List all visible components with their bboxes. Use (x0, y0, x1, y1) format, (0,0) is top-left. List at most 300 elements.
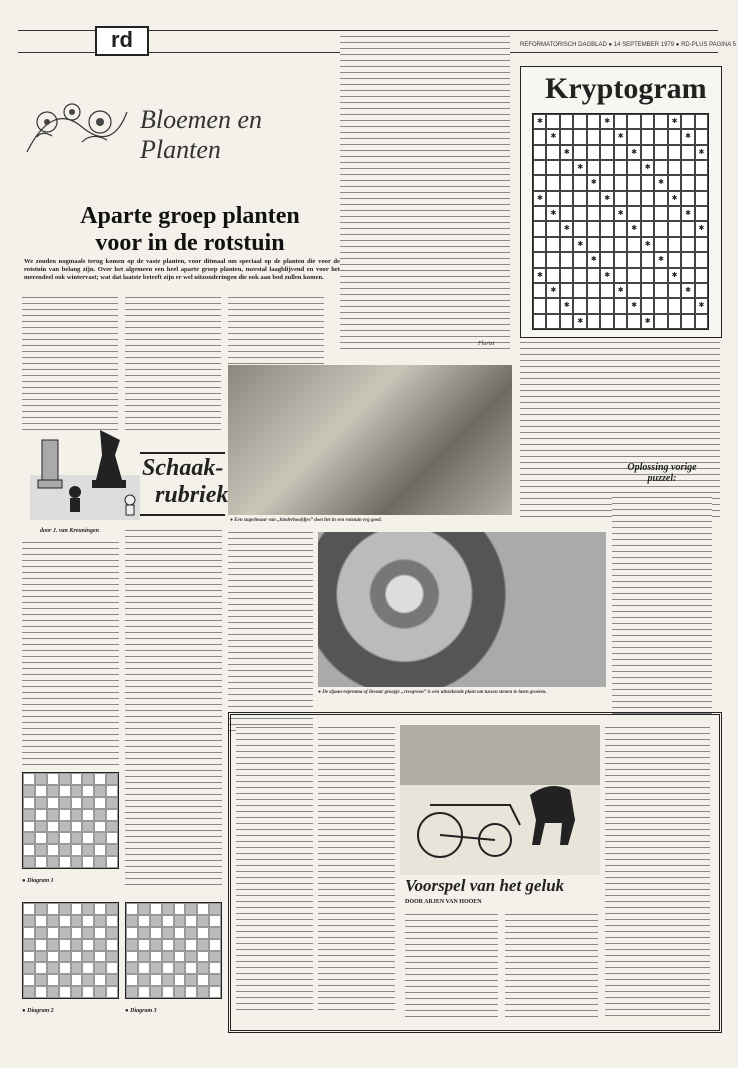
chess-square (35, 927, 47, 939)
chess-square (59, 856, 71, 868)
kryptogram-cell (573, 221, 586, 236)
kryptogram-cell (627, 129, 640, 144)
kryptogram-cell (641, 221, 654, 236)
chess-square (35, 903, 47, 915)
kryptogram-cell (681, 206, 694, 221)
kryptogram-cell (614, 160, 627, 175)
kryptogram-cell (614, 191, 627, 206)
kryptogram-cell (627, 221, 640, 236)
kryptogram-cell (654, 237, 667, 252)
chess-square (82, 927, 94, 939)
schaak-title-line1: Schaak- (142, 455, 224, 481)
kryptogram-cell (695, 298, 708, 313)
kryptogram-grid (532, 113, 709, 330)
chess-square (106, 832, 118, 844)
kryptogram-cell (695, 191, 708, 206)
chess-square (71, 856, 83, 868)
kryptogram-cell (614, 252, 627, 267)
chess-square (59, 844, 71, 856)
kryptogram-cell (546, 298, 559, 313)
chess-square (209, 939, 221, 951)
chess-square (23, 903, 35, 915)
kryptogram-cell (695, 237, 708, 252)
chess-square (197, 962, 209, 974)
kryptogram-cell (533, 129, 546, 144)
chess-square (185, 927, 197, 939)
kryptogram-cell (546, 206, 559, 221)
kryptogram-cell (627, 160, 640, 175)
chess-square (185, 915, 197, 927)
kryptogram-cell (600, 314, 613, 329)
kryptogram-cell (546, 268, 559, 283)
chess-square (59, 951, 71, 963)
chess-square (23, 856, 35, 868)
oplossing-text (612, 495, 712, 715)
chess-square (138, 903, 150, 915)
chess-square (197, 951, 209, 963)
chess-square (47, 856, 59, 868)
kryptogram-cell (546, 314, 559, 329)
kryptogram-cell (654, 160, 667, 175)
kryptogram-cell (668, 237, 681, 252)
kryptogram-cell (627, 237, 640, 252)
kryptogram-cell (600, 114, 613, 129)
kryptogram-cell (695, 114, 708, 129)
chess-square (209, 915, 221, 927)
chess-square (150, 903, 162, 915)
chess-square (59, 962, 71, 974)
chess-square (106, 951, 118, 963)
chess-square (23, 821, 35, 833)
kryptogram-cell (654, 175, 667, 190)
kryptogram-cell (533, 221, 546, 236)
kryptogram-cell (627, 268, 640, 283)
kryptogram-cell (614, 114, 627, 129)
chess-square (82, 962, 94, 974)
chess-square (23, 773, 35, 785)
chess-square (185, 962, 197, 974)
chess-square (209, 974, 221, 986)
kryptogram-cell (614, 314, 627, 329)
kryptogram-cell (654, 283, 667, 298)
chess-square (94, 785, 106, 797)
chess-square (94, 773, 106, 785)
kryptogram-cell (614, 221, 627, 236)
diagram-3-label: ● Diagram 3 (125, 1008, 157, 1014)
chess-square (47, 974, 59, 986)
kryptogram-cell (533, 298, 546, 313)
chess-square (23, 951, 35, 963)
kryptogram-cell (627, 252, 640, 267)
kryptogram-cell (627, 283, 640, 298)
chess-square (94, 797, 106, 809)
kryptogram-cell (627, 145, 640, 160)
chess-square (35, 939, 47, 951)
kryptogram-cell (641, 298, 654, 313)
chess-square (126, 951, 138, 963)
chess-square (71, 974, 83, 986)
chess-square (94, 974, 106, 986)
chess-square (209, 986, 221, 998)
kryptogram-cell (573, 160, 586, 175)
kryptogram-cell (600, 160, 613, 175)
kryptogram-cell (668, 298, 681, 313)
chess-square (174, 986, 186, 998)
chess-square (138, 951, 150, 963)
chess-square (106, 962, 118, 974)
kryptogram-cell (560, 129, 573, 144)
kryptogram-cell (627, 206, 640, 221)
kryptogram-cell (587, 129, 600, 144)
kryptogram-cell (668, 145, 681, 160)
chess-square (126, 903, 138, 915)
kryptogram-cell (641, 237, 654, 252)
kryptogram-cell (573, 298, 586, 313)
kryptogram-cell (560, 114, 573, 129)
kryptogram-cell (587, 268, 600, 283)
chess-square (185, 903, 197, 915)
kryptogram-cell (641, 114, 654, 129)
kryptogram-cell (695, 175, 708, 190)
chess-square (23, 986, 35, 998)
kryptogram-cell (560, 206, 573, 221)
voorspel-col-1 (236, 725, 313, 1015)
chess-square (35, 797, 47, 809)
kryptogram-cell (587, 298, 600, 313)
chess-square (150, 927, 162, 939)
kryptogram-cell (546, 191, 559, 206)
kryptogram-cell (614, 298, 627, 313)
kryptogram-cell (587, 221, 600, 236)
chess-square (162, 903, 174, 915)
chess-square (82, 903, 94, 915)
kryptogram-cell (681, 298, 694, 313)
chess-square (47, 951, 59, 963)
chess-square (47, 962, 59, 974)
article-column-4 (340, 34, 510, 354)
chess-square (94, 927, 106, 939)
chess-square (126, 915, 138, 927)
chess-square (106, 844, 118, 856)
chess-diagram-3 (125, 902, 222, 999)
chess-square (35, 844, 47, 856)
chess-square (126, 986, 138, 998)
chess-square (47, 785, 59, 797)
kryptogram-cell (587, 252, 600, 267)
chess-square (71, 915, 83, 927)
chess-square (82, 821, 94, 833)
chess-square (35, 962, 47, 974)
kryptogram-cell (533, 160, 546, 175)
chess-square (71, 939, 83, 951)
chess-square (94, 986, 106, 998)
chess-square (138, 962, 150, 974)
chess-square (94, 915, 106, 927)
kryptogram-cell (668, 314, 681, 329)
chess-square (162, 951, 174, 963)
chess-square (47, 797, 59, 809)
chess-square (174, 903, 186, 915)
kryptogram-cell (681, 175, 694, 190)
chess-square (150, 962, 162, 974)
kryptogram-cell (627, 298, 640, 313)
kryptogram-title: Kryptogram (545, 72, 707, 105)
kryptogram-cell (573, 314, 586, 329)
kryptogram-cell (533, 145, 546, 160)
chess-square (35, 773, 47, 785)
oplossing-title: Oplossing vorige puzzel: (627, 462, 697, 484)
chess-square (59, 809, 71, 821)
carriage-illustration (400, 725, 600, 875)
chess-square (47, 821, 59, 833)
chess-square (23, 962, 35, 974)
kryptogram-cell (546, 145, 559, 160)
chess-square (71, 962, 83, 974)
chess-square (59, 974, 71, 986)
chess-square (162, 939, 174, 951)
chess-square (106, 785, 118, 797)
kryptogram-cell (654, 221, 667, 236)
chess-square (174, 962, 186, 974)
kryptogram-cell (614, 283, 627, 298)
kryptogram-cell (560, 252, 573, 267)
kryptogram-cell (641, 129, 654, 144)
chess-square (106, 821, 118, 833)
chess-square (47, 832, 59, 844)
chess-square (47, 986, 59, 998)
chess-square (126, 974, 138, 986)
kryptogram-cell (695, 221, 708, 236)
kryptogram-cell (641, 283, 654, 298)
chess-square (138, 939, 150, 951)
chess-square (197, 986, 209, 998)
chess-square (150, 915, 162, 927)
chess-square (126, 927, 138, 939)
kryptogram-cell (560, 145, 573, 160)
bloemen-ornament (22, 92, 132, 162)
kryptogram-cell (614, 175, 627, 190)
kryptogram-cell (533, 114, 546, 129)
kryptogram-cell (695, 268, 708, 283)
sempervivum-caption: ● De zijaan-reprmma of lievaar groepje „vrsegroen” is een uitstekende plant om tussen stenen te laten groeien. (318, 690, 547, 695)
kryptogram-cell (573, 252, 586, 267)
chess-square (162, 974, 174, 986)
kryptogram-cell (600, 252, 613, 267)
chess-square (138, 915, 150, 927)
chess-square (138, 927, 150, 939)
kryptogram-cell (546, 237, 559, 252)
chess-square (71, 785, 83, 797)
kryptogram-cell (627, 114, 640, 129)
chess-square (106, 939, 118, 951)
chess-square (209, 951, 221, 963)
kryptogram-cell (668, 191, 681, 206)
kryptogram-cell (600, 206, 613, 221)
kryptogram-cell (560, 283, 573, 298)
chess-square (94, 951, 106, 963)
kryptogram-cell (600, 145, 613, 160)
chess-square (71, 797, 83, 809)
chess-square (174, 974, 186, 986)
kryptogram-cell (573, 206, 586, 221)
kryptogram-cell (695, 129, 708, 144)
kryptogram-cell (614, 268, 627, 283)
chess-square (47, 903, 59, 915)
header-line: REFORMATORISCH DAGBLAD ● 14 SEPTEMBER 1979 ● RD-PLUS PAGINA 5 (520, 42, 736, 48)
chess-square (174, 939, 186, 951)
kryptogram-cell (600, 283, 613, 298)
chess-square (185, 974, 197, 986)
chess-square (82, 915, 94, 927)
kryptogram-cell (681, 145, 694, 160)
kryptogram-cell (681, 221, 694, 236)
kryptogram-cell (587, 114, 600, 129)
chess-square (174, 951, 186, 963)
kryptogram-cell (587, 237, 600, 252)
chess-square (35, 832, 47, 844)
chess-square (174, 915, 186, 927)
kryptogram-cell (533, 191, 546, 206)
chess-square (23, 797, 35, 809)
kryptogram-cell (533, 206, 546, 221)
kryptogram-cell (587, 283, 600, 298)
chess-square (47, 939, 59, 951)
chess-square (185, 986, 197, 998)
headline-line2: voor in de rotstuin (95, 230, 285, 256)
chess-square (106, 927, 118, 939)
kryptogram-cell (668, 129, 681, 144)
kryptogram-cell (560, 221, 573, 236)
mid-column (228, 530, 313, 735)
article-column-1 (22, 295, 118, 430)
chess-square (197, 915, 209, 927)
kryptogram-cell (641, 191, 654, 206)
kryptogram-cell (695, 252, 708, 267)
kryptogram-cell (560, 191, 573, 206)
kryptogram-cell (587, 160, 600, 175)
chess-square (59, 927, 71, 939)
chess-square (71, 903, 83, 915)
kryptogram-cell (614, 145, 627, 160)
kryptogram-cell (668, 206, 681, 221)
chess-square (106, 903, 118, 915)
article-author: Florist (478, 341, 495, 347)
kryptogram-cell (641, 252, 654, 267)
kryptogram-cell (641, 268, 654, 283)
chess-square (162, 962, 174, 974)
kryptogram-cell (533, 237, 546, 252)
kryptogram-cell (627, 314, 640, 329)
kryptogram-cell (533, 175, 546, 190)
kryptogram-cell (681, 237, 694, 252)
chess-square (82, 951, 94, 963)
chess-square (35, 821, 47, 833)
article-column-2 (125, 295, 221, 430)
kryptogram-cell (668, 175, 681, 190)
chess-square (59, 915, 71, 927)
chess-square (106, 915, 118, 927)
rd-logo: rd (95, 26, 149, 56)
chess-square (209, 927, 221, 939)
kryptogram-cell (600, 129, 613, 144)
photo-caption: ● Een stapelmuur van „kinderhoofdjes” doet het in een rotstuin erg goed. (230, 518, 382, 523)
chess-square (209, 962, 221, 974)
kryptogram-cell (614, 206, 627, 221)
kryptogram-cell (546, 129, 559, 144)
chess-square (150, 974, 162, 986)
kryptogram-cell (573, 191, 586, 206)
kryptogram-cell (573, 114, 586, 129)
kryptogram-cell (627, 191, 640, 206)
chess-square (59, 832, 71, 844)
chess-square (82, 856, 94, 868)
chess-square (185, 939, 197, 951)
voorspel-col-2 (318, 725, 395, 1015)
chess-square (59, 903, 71, 915)
chess-square (35, 785, 47, 797)
kryptogram-cell (681, 114, 694, 129)
kryptogram-cell (668, 283, 681, 298)
chess-square (59, 797, 71, 809)
voorspel-title: Voorspel van het geluk (405, 876, 565, 895)
kryptogram-cell (654, 145, 667, 160)
chess-square (197, 903, 209, 915)
chess-square (106, 856, 118, 868)
kryptogram-cell (573, 129, 586, 144)
kryptogram-cell (587, 314, 600, 329)
chess-diagram-2 (22, 902, 119, 999)
kryptogram-cell (600, 268, 613, 283)
section-script-title: Bloemen en Planten (140, 105, 263, 164)
kryptogram-cell (641, 314, 654, 329)
kryptogram-cell (654, 268, 667, 283)
kryptogram-cell (546, 114, 559, 129)
kryptogram-cell (533, 268, 546, 283)
chess-square (150, 951, 162, 963)
chess-square (197, 927, 209, 939)
kryptogram-cell (641, 206, 654, 221)
voorspel-col-5 (605, 725, 710, 1020)
intro-text: We zouden nogmaals terug komen op de vaste planten, voor ditmaal om speciaal op de planten die voor de rotstuin van belang zijn. Over het algemeen een heel aparte groep planten, meestal laagblijvend en voor het merendeel ook wintervast; wat dat laatste betreft zijn er wel uitzonderingen die ook aan bod zullen komen. (24, 258, 340, 281)
kryptogram-cell (681, 314, 694, 329)
chess-square (59, 939, 71, 951)
chess-square (138, 986, 150, 998)
chess-square (59, 821, 71, 833)
kryptogram-cell (695, 206, 708, 221)
chess-square (47, 927, 59, 939)
chess-square (35, 974, 47, 986)
kryptogram-clues (520, 340, 720, 520)
chess-square (82, 844, 94, 856)
chess-square (106, 974, 118, 986)
kryptogram-cell (681, 160, 694, 175)
kryptogram-cell (695, 314, 708, 329)
chess-square (23, 785, 35, 797)
chess-diagram-1 (22, 772, 119, 869)
chess-square (47, 773, 59, 785)
kryptogram-cell (600, 298, 613, 313)
chess-square (197, 974, 209, 986)
chess-square (174, 927, 186, 939)
chess-square (59, 785, 71, 797)
chess-square (209, 903, 221, 915)
chess-square (197, 939, 209, 951)
kryptogram-cell (681, 191, 694, 206)
chess-square (94, 844, 106, 856)
chess-square (35, 951, 47, 963)
kryptogram-cell (654, 252, 667, 267)
kryptogram-cell (695, 283, 708, 298)
